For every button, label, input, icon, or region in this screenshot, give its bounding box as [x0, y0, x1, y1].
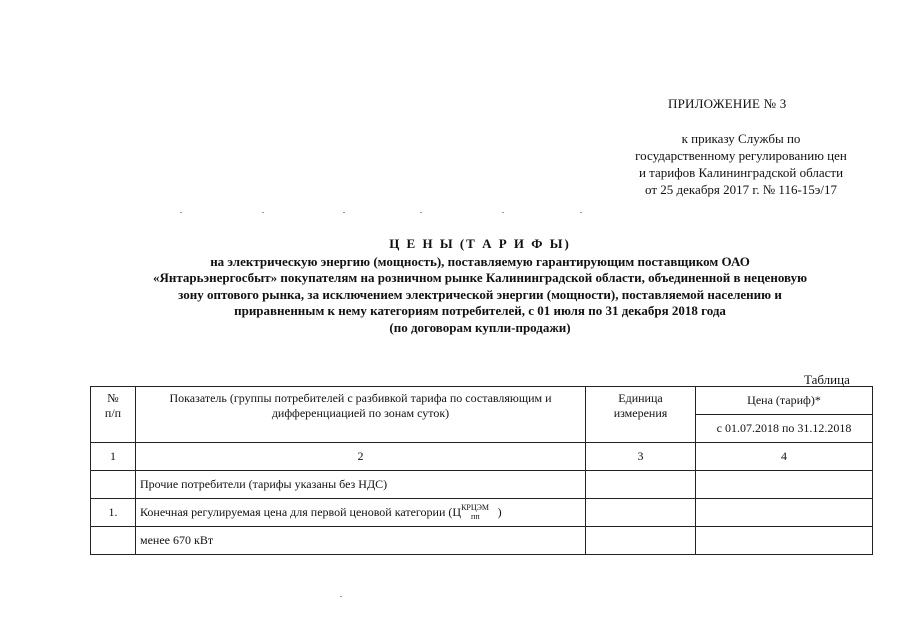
row-text [136, 499, 586, 527]
row-num [91, 527, 136, 555]
row-num: 1. [91, 499, 136, 527]
order-line: от 25 декабря 2017 г. № 116-15э/17 [645, 182, 837, 197]
title-line: зону оптового рынка, за исключением электрической энергии (мощности), поставляемой населению и [178, 286, 782, 302]
appendix-label: ПРИЛОЖЕНИЕ № 3 [668, 96, 787, 111]
header-unit: Единица измерения [586, 387, 696, 443]
column-number: 2 [136, 443, 586, 471]
title-main: Ц Е Н Ы (Т А Р И Ф Ы) [389, 236, 571, 251]
formula-sup: КРЦЭМ [461, 502, 490, 512]
row-text: Прочие потребители (тарифы указаны без НДС) [136, 471, 586, 499]
row-price [696, 527, 873, 555]
column-number: 3 [586, 443, 696, 471]
document-title [80, 236, 880, 336]
table-caption: Таблица [804, 372, 850, 387]
header-period: с 01.07.2018 по 31.12.2018 [696, 415, 873, 443]
scan-speck [420, 212, 422, 213]
row-price [696, 499, 873, 527]
row-unit [586, 471, 696, 499]
title-line: (по договорам купли-продажи) [389, 319, 571, 335]
header-price: Цена (тариф)* [696, 387, 873, 415]
table-row [91, 499, 873, 527]
scan-speck [343, 212, 345, 213]
row-price [696, 471, 873, 499]
title-line: «Янтарьэнергосбыт» покупателям на розничном рынке Калининградской области, объединенной в неценовую [152, 270, 808, 285]
order-line: и тарифов Калининградской области [638, 165, 844, 180]
header-indicator: Показатель (группы потребителей с разбивкой тарифа по составляющим и дифференциацией по зонам суток) [136, 387, 586, 443]
formula-index [461, 502, 498, 521]
order-line: к приказу Службы по [681, 131, 801, 146]
scan-speck [580, 212, 582, 213]
table-row [91, 471, 873, 499]
order-reference [596, 130, 886, 198]
title-line: на электрическую энергию (мощность), поставляемую гарантирующим поставщиком ОАО [210, 253, 750, 269]
column-number: 1 [91, 443, 136, 471]
scan-speck [180, 212, 182, 213]
formula-close: ) [497, 504, 502, 519]
header-num: № п/п [91, 387, 136, 443]
order-line: государственному регулированию цен [635, 148, 847, 163]
row-num [91, 471, 136, 499]
column-number: 4 [696, 443, 873, 471]
table-row [91, 527, 873, 555]
row-text-main: Конечная регулируемая цена для первой ценовой категории (Ц [140, 504, 462, 519]
formula-sub: пп [471, 511, 480, 521]
scan-speck [262, 212, 264, 213]
title-line: приравненным к нему категориям потребителей, с 01 июля по 31 декабря 2018 года [234, 303, 726, 318]
scan-speck [502, 212, 504, 213]
scan-speck [340, 596, 342, 597]
row-unit [586, 499, 696, 527]
row-unit [586, 527, 696, 555]
tariff-table [90, 386, 873, 555]
row-text: менее 670 кВт [136, 527, 586, 555]
